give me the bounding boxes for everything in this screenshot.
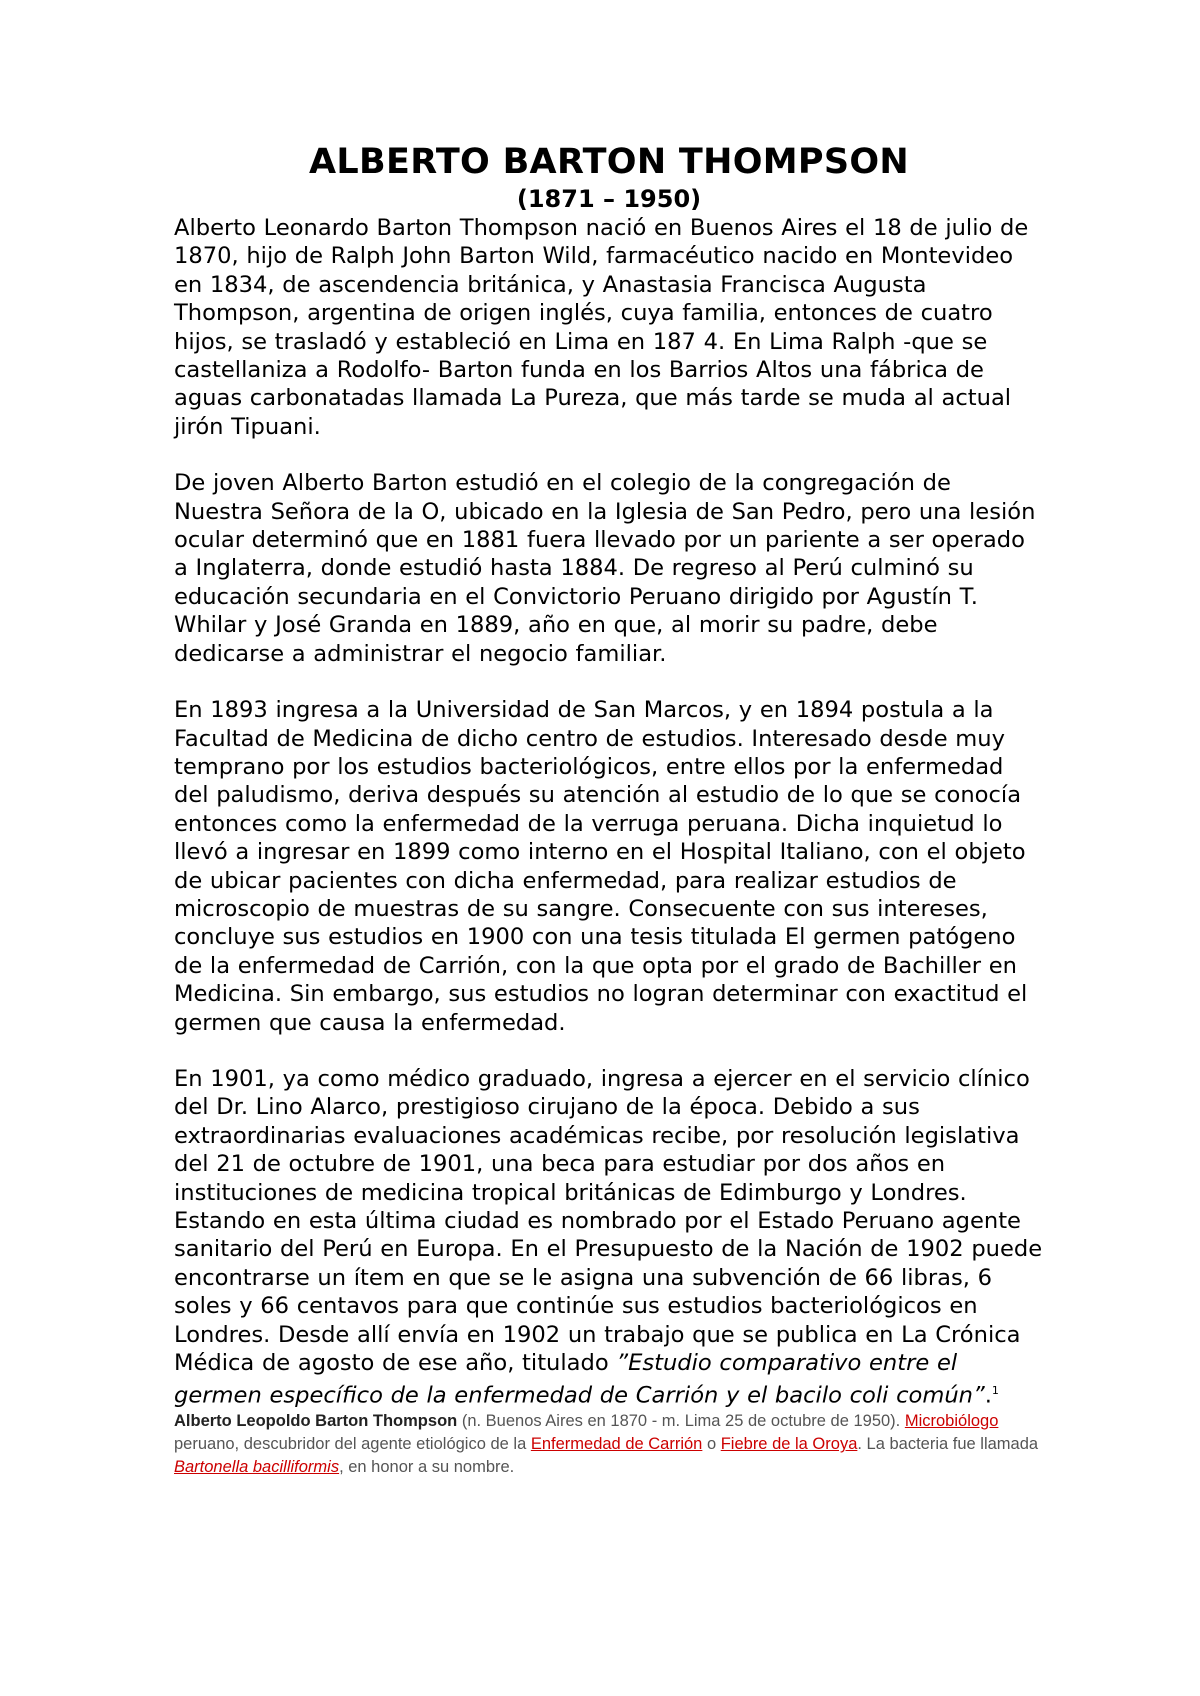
paragraph-4-text: En 1901, ya como médico graduado, ingresa a ejercer en el servicio clínico del Dr. Lino Alarco, prestigioso cirujano de la época. Debido a sus extraordinarias evaluaciones académicas recibe, por resolución legislativa del 21 de octubre de 1901, una beca para estudiar por dos años en instituciones de medicina tropical británicas de Edimburgo y Londres. Estando en esta última ciudad es nombrado por el Estado Peruano agente sanitario del Perú en Europa. En el Presupuesto de la Nación de 1902 puede encontrarse un ítem en que se le asigna una subvención de 66 libras, 6 soles y 66 centavos para que continúe sus estudios bacteriológicos en Londres. Desde allí envía en 1902 un trabajo que se publica en La Crónica Médica de agosto de ese año, titulado bbox=[174, 1065, 1043, 1377]
document-page bbox=[174, 140, 1044, 1479]
link-enfermedad-de-carrion[interactable]: Enfermedad de Carrión bbox=[530, 1435, 703, 1454]
paragraph-4-italic-title: ”Estudio comparativo entre el germen específico de la enfermedad de Carrión y el bacilo coli común” bbox=[174, 1350, 985, 1409]
link-microbiologo[interactable]: Microbiólogo bbox=[904, 1412, 999, 1431]
image-caption bbox=[174, 1410, 1044, 1479]
footnote-mark: 1 bbox=[991, 1384, 999, 1398]
link-fiebre-de-la-oroya[interactable]: Fiebre de la Oroya bbox=[720, 1435, 858, 1454]
caption-name: Alberto Leopoldo Barton Thompson bbox=[174, 1412, 458, 1431]
document-title: ALBERTO BARTON THOMPSON bbox=[309, 142, 909, 182]
caption-text-3: . La bacteria fue llamada bbox=[857, 1435, 1039, 1454]
paragraph-2: De joven Alberto Barton estudió en el colegio de la congregación de Nuestra Señora de la O, ubicado en la Iglesia de San Pedro, pero una lesión ocular determinó que en 1881 fuera llevado por un pariente a ser operado a Inglaterra, donde estudió hasta 1884. De regreso al Perú culminó su educación secundaria en el Convictorio Peruano dirigido por Agustín T. Whilar y José Granda en 1889, año en que, al morir su padre, debe dedicarse a administrar el negocio familiar. bbox=[174, 470, 1036, 667]
paragraph-1: Alberto Leonardo Barton Thompson nació en Buenos Aires el 18 de julio de 1870, hijo de Ralph John Barton Wild, farmacéutico nacido en Montevideo en 1834, de ascendencia británica, y Anastasia Francisca Augusta Thompson, argentina de origen inglés, cuya familia, entonces de cuatro hijos, se trasladó y estableció en Lima en 187 4. En Lima Ralph -que se castellaniza a Rodolfo- Barton funda en los Barrios Altos una fábrica de aguas carbonatadas llamada La Pureza, que más tarde se muda al actual jirón Tipuani. bbox=[174, 215, 1029, 440]
caption-text-1: peruano, descubridor del agente etiológico de la bbox=[174, 1435, 531, 1454]
paragraph-4 bbox=[174, 1065, 1044, 1410]
caption-text-4: , en honor a su nombre. bbox=[339, 1458, 515, 1477]
caption-dates: (n. Buenos Aires en 1870 - m. Lima 25 de octubre de 1950). bbox=[457, 1412, 905, 1431]
paragraph-4-tail: . bbox=[984, 1382, 992, 1409]
link-bartonella-bacilliformis[interactable]: Bartonella bacilliformis bbox=[174, 1458, 340, 1477]
paragraph-3: En 1893 ingresa a la Universidad de San Marcos, y en 1894 postula a la Facultad de Medicina de dicho centro de estudios. Interesado desde muy temprano por los estudios bacteriológicos, entre ellos por la enfermedad del paludismo, deriva después su atención al estudio de lo que se conocía entonces como la enfermedad de la verruga peruana. Dicha inquietud lo llevó a ingresar en 1899 como interno en el Hospital Italiano, con el objeto de ubicar pacientes con dicha enfermedad, para realizar estudios de microscopio de muestras de su sangre. Consecuente con sus intereses, concluye sus estudios en 1900 con una tesis titulada El germen patógeno de la enfermedad de Carrión, con la que opta por el grado de Bachiller en Medicina. Sin embargo, sus estudios no logran determinar con exactitud el germen que causa la enfermedad. bbox=[174, 697, 1028, 1036]
paragraph-gap bbox=[174, 668, 1044, 696]
document-subtitle: (1871 – 1950) bbox=[516, 185, 702, 213]
paragraph-gap bbox=[174, 1037, 1044, 1065]
caption-text-2: o bbox=[702, 1435, 721, 1454]
paragraph-gap bbox=[174, 441, 1044, 469]
